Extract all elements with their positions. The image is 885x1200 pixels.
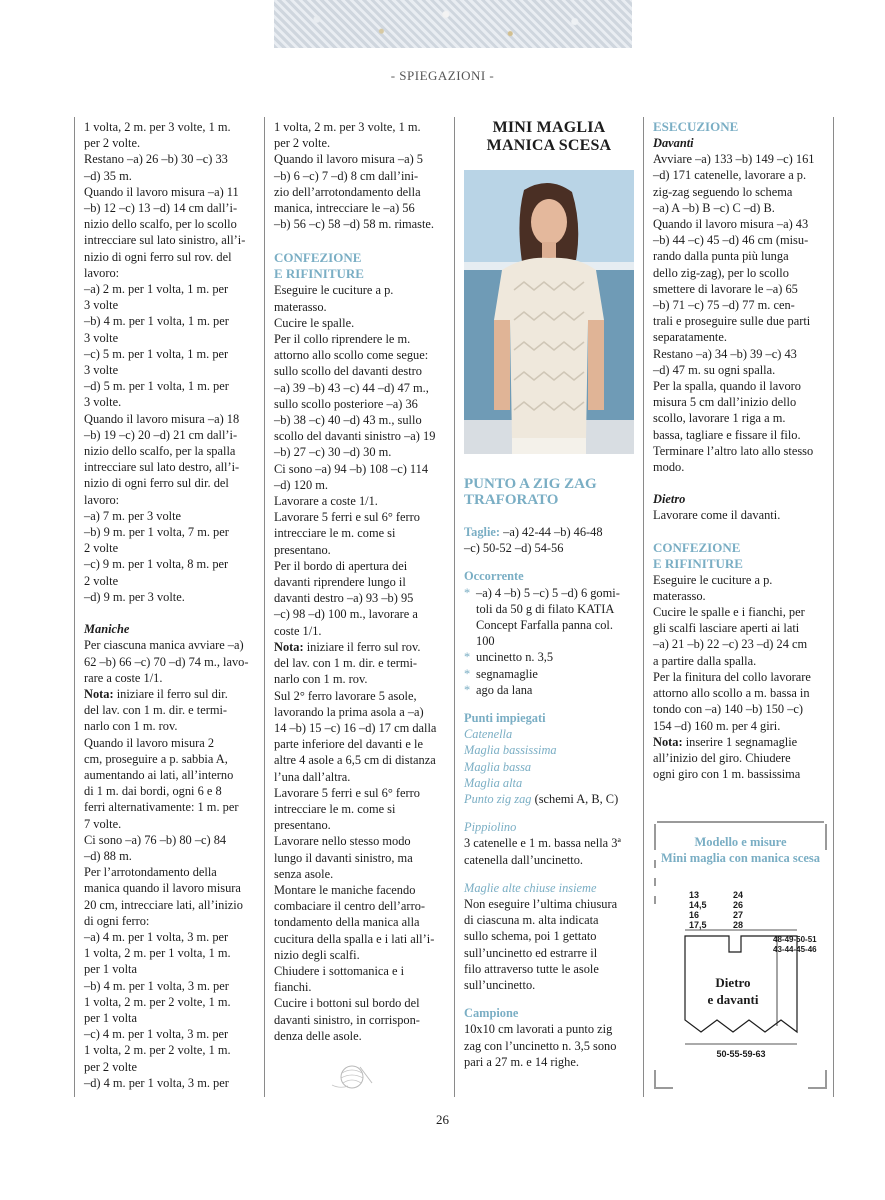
- esecuzione-heading: ESECUZIONE: [653, 119, 739, 134]
- text-line: 3 volte: [84, 363, 119, 378]
- text-line: l’una dall’altra.: [274, 769, 351, 784]
- nota-line: [274, 639, 444, 655]
- occorrente-text: [476, 666, 538, 682]
- text-line: nizio degli scalfi.: [274, 947, 360, 962]
- text-line: di ciascuna m. alta indicata: [464, 913, 599, 928]
- text-line: materasso.: [653, 588, 706, 603]
- text-line: Cucire le spalle.: [274, 315, 355, 330]
- taglie-line: [464, 524, 634, 540]
- text-line: Quando il lavoro misura 2: [84, 735, 215, 750]
- section-header: - SPIEGAZIONI -: [390, 68, 495, 83]
- text-line: rare a coste 1/1.: [84, 670, 163, 685]
- confezione-block: [274, 282, 444, 638]
- text-line: –d) 47 m. su ogni spalla.: [653, 362, 776, 377]
- nota-block: [84, 702, 254, 1091]
- text-line: Cucire le spalle e i fianchi, per: [653, 605, 805, 620]
- text-line: zio dell’arrotondamento della: [274, 184, 421, 199]
- text-line: zig-zag seguendo lo schema: [653, 184, 793, 199]
- text-line: coste 1/1.: [274, 623, 322, 638]
- text-line: –a) 39 –b) 43 –c) 44 –d) 47 m.,: [274, 380, 429, 395]
- measure-label: 17,5: [689, 920, 707, 930]
- text-line: –c) 98 –d) 100 m., lavorare a: [274, 607, 418, 622]
- davanti-title: Davanti: [653, 136, 694, 150]
- text-line: lungo il davanti sinistro, ma: [274, 850, 413, 865]
- text-line: intrecciare le m. come si: [274, 526, 396, 541]
- column-rule: [643, 117, 644, 1097]
- text-line: 154 –d) 160 m. per 4 giri.: [653, 718, 781, 733]
- column-3-text: [464, 476, 634, 1070]
- text-line: Avviare –a) 133 –b) 149 –c) 161: [653, 152, 815, 167]
- text-line: sull’uncinetto.: [464, 978, 536, 993]
- text-line: intrecciare sul lato sinistro, all’i-: [84, 233, 246, 248]
- taglie-line: –c) 50-52 –d) 54-56: [464, 541, 564, 556]
- text-line: –d) 171 catenelle, lavorare a p.: [653, 168, 807, 183]
- text-line: di ogni ferro:: [84, 913, 150, 928]
- column-2: [274, 119, 444, 1044]
- text-line: segnamaglie: [476, 666, 538, 681]
- text-line: intrecciare sul lato destro, all’i-: [84, 460, 240, 475]
- text-line: 20 cm, intrecciare lati, all’inizio: [84, 897, 243, 912]
- text-line: –b) 56 –c) 58 –d) 58 m. rimaste.: [274, 217, 435, 232]
- column-rule: [833, 117, 834, 1097]
- occorrente-item: [464, 682, 634, 698]
- column-4: [653, 119, 823, 782]
- text-line: tondo con –a) 140 –b) 150 –c): [653, 702, 804, 717]
- text-line: 100: [476, 634, 495, 649]
- text-line: 1 volta, 2 m. per 2 volte, 1 m.: [84, 994, 231, 1009]
- punto-zigzag: Punto zig zag: [464, 792, 532, 807]
- text-line: nizio dello scalfo, per lo scollo: [84, 217, 237, 232]
- text-line: del lav. con 1 m. dir. e termi-: [84, 703, 228, 718]
- text-line: Quando il lavoro misura –a) 5: [274, 152, 423, 167]
- text-line: smettere di lavorare le –a) 65: [653, 281, 798, 296]
- text-line: –b) 6 –c) 7 –d) 8 cm dall’ini-: [274, 168, 419, 183]
- instructions-block: [84, 119, 254, 605]
- text-line: per 1 volta: [84, 1010, 137, 1025]
- text-line: sullo scollo posteriore –a) 36: [274, 396, 418, 411]
- text-line: misura 5 cm dall’inizio dello: [653, 395, 797, 410]
- campione-block: [464, 1021, 634, 1070]
- dietro-block: [653, 507, 823, 523]
- measure-label: 26: [733, 900, 744, 910]
- nota-text: iniziare il ferro sul rov.: [303, 639, 421, 654]
- knit-texture-photo: [274, 0, 632, 48]
- text-line: per 2 volte: [84, 1059, 137, 1074]
- text-line: Restano –a) 34 –b) 39 –c) 43: [653, 346, 797, 361]
- text-line: ago da lana: [476, 682, 533, 697]
- text-line: Lavorare come il davanti.: [653, 508, 781, 523]
- text-line: –d) 35 m.: [84, 168, 132, 183]
- text-line: cm, proseguire a p. sabbia A,: [84, 751, 228, 766]
- measure-label: 27: [733, 910, 744, 920]
- measure-label: 13: [689, 890, 700, 900]
- stitch-title: PUNTO A ZIG ZAG: [464, 476, 597, 492]
- punto-item: Catenella: [464, 727, 513, 742]
- text-line: –a) 7 m. per 3 volte: [84, 508, 182, 523]
- text-line: Per la spalla, quando il lavoro: [653, 379, 801, 394]
- text-line: combaciare il centro dell’arro-: [274, 899, 426, 914]
- text-line: 1 volta, 2 m. per 3 volte, 1 m.: [84, 120, 231, 134]
- text-line: –a) A –b) B –c) C –d) B.: [653, 200, 775, 215]
- bullet-icon: *: [464, 682, 471, 697]
- text-line: –b) 12 –c) 13 –d) 14 cm dall’i-: [84, 201, 238, 216]
- nota-label: Nota:: [84, 686, 114, 701]
- schema-box: [653, 820, 828, 1090]
- maniche-block: [84, 637, 254, 686]
- text-line: 7 volte.: [84, 816, 122, 831]
- text-line: 1 volta, 2 m. per 3 volte, 1 m.: [274, 120, 421, 134]
- text-line: 1 volta, 2 m. per 2 volte, 1 m.: [84, 1043, 231, 1058]
- punto-zigzag-note: (schemi A, B, C): [531, 792, 619, 807]
- text-line: Per la finitura del collo lavorare: [653, 669, 811, 684]
- text-line: 3 volte: [84, 298, 119, 313]
- text-line: 14 –b) 15 –c) 16 –d) 17 cm dalla: [274, 720, 437, 735]
- piece-label-line: e davanti: [707, 992, 759, 1007]
- text-line: attorno allo scollo a m. bassa in: [653, 686, 810, 701]
- punto-item: Maglia alta: [464, 775, 523, 790]
- text-line: gli scalfi lasciare aperti ai lati: [653, 621, 800, 636]
- confezione-heading: E RIFINITURE: [274, 266, 364, 282]
- text-line: 3 volte: [84, 330, 119, 345]
- text-line: –a) 21 –b) 22 –c) 23 –d) 24 cm: [653, 637, 808, 652]
- text-line: fianchi.: [274, 980, 312, 995]
- text-line: 3 catenelle e 1 m. bassa nella 3ª: [464, 836, 621, 851]
- text-line: Terminare l’altro lato allo stesso: [653, 443, 814, 458]
- text-line: 2 volte: [84, 573, 119, 588]
- text-line: sullo scollo del davanti destro: [274, 364, 422, 379]
- text-line: dello zig-zag), per lo scollo: [653, 265, 789, 280]
- text-line: rando dalla punta più lunga: [653, 249, 789, 264]
- text-line: per 1 volta: [84, 962, 137, 977]
- text-line: –b) 44 –c) 45 –d) 46 cm (misu-: [653, 233, 809, 248]
- text-line: del lav. con 1 m. dir. e termi-: [274, 656, 418, 671]
- nota-line: [84, 686, 254, 702]
- text-line: modo.: [653, 460, 685, 475]
- occorrente-item: [464, 666, 634, 682]
- text-line: presentano.: [274, 542, 331, 557]
- text-line: Restano –a) 26 –b) 30 –c) 33: [84, 152, 228, 167]
- text-line: denza delle asole.: [274, 1028, 362, 1043]
- text-line: Eseguire le cuciture a p.: [274, 283, 394, 298]
- text-line: Montare le maniche facendo: [274, 882, 416, 897]
- text-line: intrecciare le m. come si: [274, 801, 396, 816]
- text-line: catenella dall’uncinetto.: [464, 852, 584, 867]
- nota-block: [653, 750, 823, 782]
- text-line: 62 –b) 66 –c) 70 –d) 74 m., lavo-: [84, 654, 249, 669]
- measure-label: 24: [733, 890, 744, 900]
- text-line: sull’uncinetto ed estrarre il: [464, 945, 598, 960]
- text-line: –a) 4 m. per 1 volta, 3 m. per: [84, 929, 229, 944]
- text-line: manica, intrecciare le –a) 56: [274, 201, 415, 216]
- page-number: 26: [436, 1112, 449, 1127]
- text-line: Quando il lavoro misura –a) 43: [653, 217, 809, 232]
- text-line: –b) 19 –c) 20 –d) 21 cm dall’i-: [84, 427, 238, 442]
- text-line: toli da 50 g di filato KATIA: [476, 601, 615, 616]
- schema-title-line: Modello e misure: [694, 835, 787, 849]
- text-line: manica quando il lavoro misura: [84, 881, 241, 896]
- occorrente-list: [464, 585, 634, 698]
- text-line: Concept Farfalla panna col.: [476, 618, 613, 633]
- occorrente-title: Occorrente: [464, 569, 524, 584]
- text-line: Chiudere i sottomanica e i: [274, 963, 405, 978]
- confezione-heading: E RIFINITURE: [653, 555, 743, 571]
- model-title: MANICA SCESA: [486, 137, 612, 154]
- column-rule: [74, 117, 75, 1097]
- text-line: Lavorare 5 ferri e sul 6° ferro: [274, 785, 420, 800]
- text-line: narlo con 1 m. rov.: [84, 719, 178, 734]
- text-line: Ci sono –a) 94 –b) 108 –c) 114: [274, 461, 429, 476]
- text-line: davanti sinistro, in corrispon-: [274, 1012, 420, 1027]
- measure-label: 48-49-50-51: [773, 935, 817, 944]
- punti-list: [464, 726, 634, 791]
- width-measure: 50-55-59-63: [716, 1049, 766, 1059]
- text-line: –d) 88 m.: [84, 848, 132, 863]
- text-line: –b) 71 –c) 75 –d) 77 m. cen-: [653, 298, 795, 313]
- text-line: cucitura della spalla e i lati all’i-: [274, 931, 435, 946]
- taglie-label: Taglie:: [464, 525, 501, 539]
- text-line: –b) 4 m. per 1 volta, 1 m. per: [84, 314, 229, 329]
- punto-item: Maglia bassissima: [464, 743, 557, 758]
- text-line: –d) 120 m.: [274, 477, 329, 492]
- text-line: 3 volte.: [84, 395, 122, 410]
- dietro-title: Dietro: [653, 492, 686, 507]
- pippiolino-block: [464, 835, 634, 867]
- text-line: trali e proseguire sulle due parti: [653, 314, 811, 329]
- text-line: lavoro:: [84, 492, 120, 507]
- column-1: [84, 119, 254, 1091]
- bullet-icon: *: [464, 666, 471, 681]
- text-line: di 1 m. dai bordi, ogni 6 e 8: [84, 784, 222, 799]
- text-line: Lavorare 5 ferri e sul 6° ferro: [274, 510, 420, 525]
- occorrente-item: [464, 649, 634, 665]
- measure-label: 14,5: [689, 900, 707, 910]
- occorrente-text: [476, 585, 620, 650]
- text-line: sullo schema, poi 1 gettato: [464, 929, 597, 944]
- text-line: Per l’arrotondamento della: [84, 865, 217, 880]
- column-3: [464, 119, 634, 155]
- text-line: nizio di ogni ferro sul dir. del: [84, 476, 229, 491]
- confezione-heading: CONFEZIONE: [653, 539, 741, 555]
- maniche-title: Maniche: [84, 622, 130, 637]
- text-line: materasso.: [274, 299, 327, 314]
- stitch-title: TRAFORATO: [464, 492, 559, 508]
- text-line: separatamente.: [653, 330, 727, 345]
- text-line: Per il bordo di apertura dei: [274, 558, 408, 573]
- text-line: nizio di ogni ferro sul rov. del: [84, 249, 232, 264]
- text-line: tondamento della manica alla: [274, 915, 420, 930]
- text-line: Per ciascuna manica avviare –a): [84, 638, 244, 653]
- davanti-block: [653, 151, 823, 475]
- occorrente-text: [476, 682, 532, 698]
- text-line: Cucire i bottoni sul bordo del: [274, 996, 420, 1011]
- text-line: attorno allo scollo come segue:: [274, 348, 429, 363]
- punti-title: Punti impiegati: [464, 711, 546, 726]
- text-line: narlo con 1 m. rov.: [274, 672, 368, 687]
- height-measures: [773, 935, 817, 955]
- model-photo: [464, 170, 634, 454]
- model-title: MINI MAGLIA: [492, 119, 606, 136]
- schema-title: [653, 834, 828, 866]
- confezione-heading: CONFEZIONE: [274, 250, 362, 266]
- instructions-block: [274, 119, 444, 232]
- text-line: scollo del davanti sinistro –a) 19: [274, 429, 436, 444]
- nota-label: Nota:: [653, 734, 683, 749]
- measure-label: 28: [733, 920, 744, 930]
- text-line: a partire dalla spalla.: [653, 653, 757, 668]
- text-line: lavoro:: [84, 265, 120, 280]
- piece-label: [693, 974, 773, 1008]
- text-line: –a) 2 m. per 1 volta, 1 m. per: [84, 282, 229, 297]
- bullet-icon: *: [464, 585, 471, 600]
- neck-measures-left: [689, 890, 707, 930]
- text-line: –b) 27 –c) 30 –d) 30 m.: [274, 445, 392, 460]
- nota-text: inserire 1 segnamaglie: [682, 734, 798, 749]
- text-line: ferri alternativamente: 1 m. per: [84, 800, 239, 815]
- text-line: altre 4 asole a 6,5 cm di distanza: [274, 753, 436, 768]
- asole-block: [274, 655, 444, 1044]
- text-line: –d) 5 m. per 1 volta, 1 m. per: [84, 379, 229, 394]
- text-line: Eseguire le cuciture a p.: [653, 572, 773, 587]
- text-line: uncinetto n. 3,5: [476, 650, 554, 665]
- pippiolino-title: Pippiolino: [464, 820, 517, 835]
- campione-title: Campione: [464, 1006, 519, 1021]
- text-line: 1 volta, 2 m. per 1 volta, 1 m.: [84, 946, 231, 961]
- text-line: bassa, tagliare e fissare il filo.: [653, 427, 801, 442]
- text-line: all’inizio del giro. Chiudere: [653, 750, 791, 765]
- text-line: 10x10 cm lavorati a punto zig: [464, 1022, 613, 1037]
- text-line: davanti destro –a) 93 –b) 95: [274, 591, 414, 606]
- text-line: –c) 4 m. per 1 volta, 3 m. per: [84, 1027, 229, 1042]
- measure-label: 43-44-45-46: [773, 945, 817, 954]
- maglie-chiuse-title: Maglie alte chiuse insieme: [464, 880, 597, 895]
- text-line: aumentando ai lati, all’interno: [84, 767, 234, 782]
- text-line: pari a 27 m. e 14 righe.: [464, 1054, 579, 1069]
- text-line: scollo, lavorare 1 riga a m.: [653, 411, 786, 426]
- text-line: Quando il lavoro misura –a) 11: [84, 184, 239, 199]
- text-line: davanti riprendere lungo il: [274, 575, 406, 590]
- text-line: presentano.: [274, 818, 331, 833]
- text-line: –a) 4 –b) 5 –c) 5 –d) 6 gomi-: [476, 585, 620, 600]
- occorrente-text: [476, 649, 553, 665]
- text-line: Quando il lavoro misura –a) 18: [84, 411, 240, 426]
- confezione-block: [653, 572, 823, 734]
- yarn-ball-icon: [330, 1063, 374, 1091]
- text-line: Lavorare nello stesso modo: [274, 834, 411, 849]
- schema-title-line: Mini maglia con manica scesa: [660, 851, 820, 865]
- text-line: parte inferiore del davanti e le: [274, 737, 423, 752]
- text-line: senza asole.: [274, 866, 334, 881]
- text-line: filo attraverso tutte le asole: [464, 961, 599, 976]
- text-line: –b) 9 m. per 1 volta, 7 m. per: [84, 525, 229, 540]
- piece-label-line: Dietro: [715, 975, 751, 990]
- text-line: Lavorare a coste 1/1.: [274, 494, 378, 509]
- bullet-icon: *: [464, 650, 471, 665]
- text-line: –d) 9 m. per 3 volte.: [84, 589, 185, 604]
- taglie-value: –a) 42-44 –b) 46-48: [500, 525, 603, 539]
- text-line: –b) 38 –c) 40 –d) 43 m., sullo: [274, 413, 422, 428]
- text-line: –c) 5 m. per 1 volta, 1 m. per: [84, 346, 229, 361]
- text-line: ogni giro con 1 m. bassissima: [653, 767, 801, 782]
- text-line: –c) 9 m. per 1 volta, 8 m. per: [84, 557, 229, 572]
- text-line: 2 volte: [84, 541, 119, 556]
- punto-zigzag-line: [464, 791, 634, 807]
- text-line: Non eseguire l’ultima chiusura: [464, 897, 618, 912]
- text-line: Ci sono –a) 76 –b) 80 –c) 84: [84, 832, 227, 847]
- text-line: Per il collo riprendere le m.: [274, 332, 411, 347]
- text-line: nizio dello scalfo, per la spalla: [84, 444, 236, 459]
- text-line: –b) 4 m. per 1 volta, 3 m. per: [84, 978, 229, 993]
- nota-label: Nota:: [274, 639, 304, 654]
- maglie-chiuse-block: [464, 896, 634, 993]
- text-line: per 2 volte.: [274, 136, 331, 151]
- nota-text: iniziare il ferro sul dir.: [113, 686, 228, 701]
- neck-measures-right: [733, 890, 743, 930]
- measure-label: 16: [689, 910, 700, 920]
- text-line: Sul 2° ferro lavorare 5 asole,: [274, 688, 417, 703]
- text-line: per 2 volte.: [84, 136, 141, 151]
- nota-line: [653, 734, 823, 750]
- text-line: lavorando la prima asola a –a): [274, 704, 424, 719]
- text-line: zag con l’uncinetto n. 3,5 sono: [464, 1038, 617, 1053]
- punto-item: Maglia bassa: [464, 759, 532, 774]
- text-line: –d) 4 m. per 1 volta, 3 m. per: [84, 1075, 229, 1090]
- column-rule: [454, 117, 455, 1097]
- occorrente-item: [464, 585, 634, 650]
- column-rule: [264, 117, 265, 1097]
